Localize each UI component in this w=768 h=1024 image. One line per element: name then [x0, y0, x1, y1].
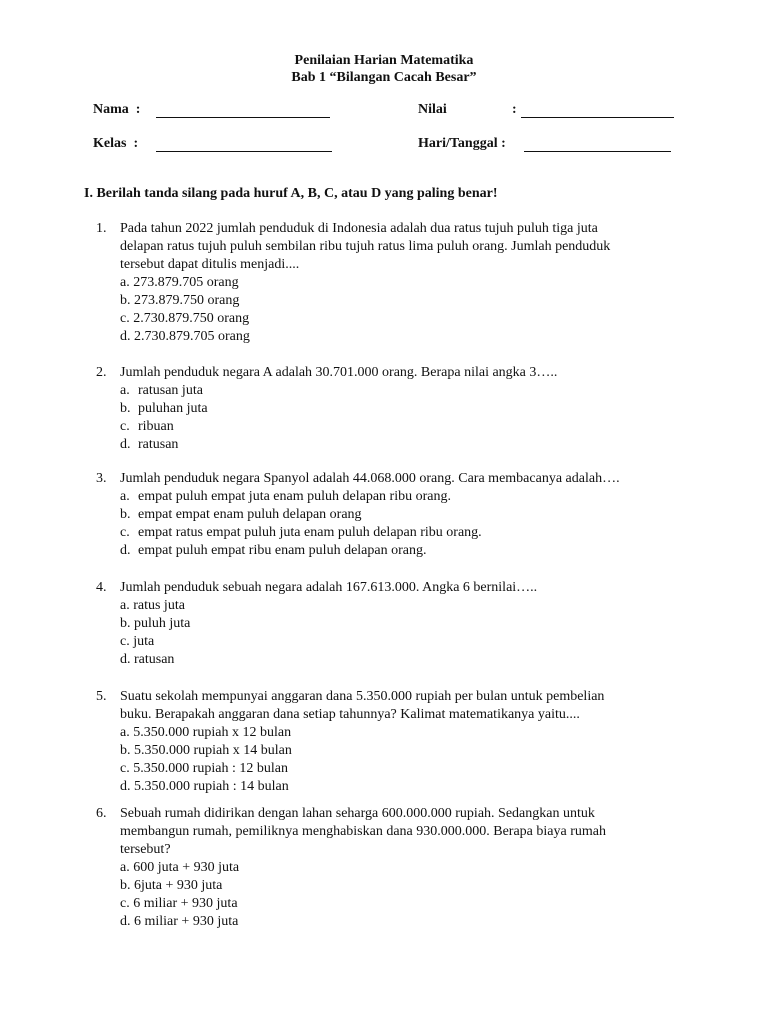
- option-a[interactable]: a. 5.350.000 rupiah x 12 bulan: [120, 725, 292, 740]
- option-b[interactable]: b. puluh juta: [120, 616, 191, 631]
- worksheet-title: Penilaian Harian Matematika: [294, 53, 474, 68]
- option-a[interactable]: a. ratus juta: [120, 598, 185, 613]
- section-instruction: I. Berilah tanda silang pada huruf A, B, C, atau D yang paling benar!: [84, 186, 498, 201]
- question-text-line: tersebut dapat ditulis menjadi....: [120, 257, 300, 272]
- option-d[interactable]: d. ratusan: [120, 652, 175, 667]
- option-letter: b.: [120, 507, 131, 522]
- question-number: 5.: [96, 689, 107, 704]
- option-c[interactable]: [120, 418, 680, 436]
- question-text-line: Sebuah rumah didirikan dengan lahan seharga 600.000.000 rupiah. Sedangkan untuk: [120, 806, 595, 821]
- nilai-colon: :: [512, 102, 517, 117]
- option-c[interactable]: c. juta: [120, 634, 155, 649]
- question-text-line: membangun rumah, pemiliknya menghabiskan dana 930.000.000. Berapa biaya rumah: [120, 824, 606, 839]
- question-number: 1.: [96, 221, 107, 236]
- option-b[interactable]: b. 6juta + 930 juta: [120, 878, 223, 893]
- option-b[interactable]: b. 273.879.750 orang: [120, 293, 240, 308]
- kelas-field-line[interactable]: [156, 151, 332, 152]
- nama-label: Nama :: [93, 102, 141, 117]
- option-a[interactable]: [120, 382, 680, 400]
- question-text-line: Suatu sekolah mempunyai anggaran dana 5.350.000 rupiah per bulan untuk pembelian: [120, 689, 605, 704]
- option-letter: c.: [120, 525, 130, 540]
- option-a[interactable]: a. 273.879.705 orang: [120, 275, 239, 290]
- question-text-line: Jumlah penduduk sebuah negara adalah 167.613.000. Angka 6 bernilai…..: [120, 580, 538, 595]
- hari-tanggal-field-line[interactable]: [524, 151, 671, 152]
- option-a[interactable]: a. 600 juta + 930 juta: [120, 860, 240, 875]
- option-letter: b.: [120, 401, 131, 416]
- nilai-field-line[interactable]: [521, 117, 674, 118]
- option-c[interactable]: [120, 524, 680, 542]
- question-number: 2.: [96, 365, 107, 380]
- option-text: puluhan juta: [138, 401, 208, 416]
- option-d[interactable]: d. 5.350.000 rupiah : 14 bulan: [120, 779, 289, 794]
- option-text: ratusan juta: [138, 383, 203, 398]
- option-letter: c.: [120, 419, 130, 434]
- option-a[interactable]: [120, 488, 680, 506]
- option-b[interactable]: b. 5.350.000 rupiah x 14 bulan: [120, 743, 292, 758]
- question-text-line: Jumlah penduduk negara A adalah 30.701.000 orang. Berapa nilai angka 3…..: [120, 365, 558, 380]
- question-text-line: Pada tahun 2022 jumlah penduduk di Indonesia adalah dua ratus tujuh puluh tiga juta: [120, 221, 598, 236]
- option-text: empat puluh empat juta enam puluh delapan ribu orang.: [138, 489, 451, 504]
- question-number: 4.: [96, 580, 107, 595]
- option-text: empat empat enam puluh delapan orang: [138, 507, 362, 522]
- option-d[interactable]: [120, 436, 680, 454]
- option-letter: a.: [120, 383, 130, 398]
- question-text-line: Jumlah penduduk negara Spanyol adalah 44.068.000 orang. Cara membacanya adalah….: [120, 471, 620, 486]
- option-letter: d.: [120, 543, 131, 558]
- option-letter: a.: [120, 489, 130, 504]
- option-text: ratusan: [138, 437, 179, 452]
- option-letter: d.: [120, 437, 131, 452]
- option-c[interactable]: c. 2.730.879.750 orang: [120, 311, 250, 326]
- option-text: empat ratus empat puluh juta enam puluh delapan ribu orang.: [138, 525, 482, 540]
- option-text: ribuan: [138, 419, 174, 434]
- option-d[interactable]: d. 6 miliar + 930 juta: [120, 914, 239, 929]
- question-number: 3.: [96, 471, 107, 486]
- option-b[interactable]: [120, 506, 680, 524]
- worksheet-subtitle: Bab 1 “Bilangan Cacah Besar”: [291, 70, 477, 85]
- option-c[interactable]: c. 6 miliar + 930 juta: [120, 896, 238, 911]
- option-d[interactable]: d. 2.730.879.705 orang: [120, 329, 250, 344]
- nama-field-line[interactable]: [156, 117, 330, 118]
- question-text-line: delapan ratus tujuh puluh sembilan ribu tujuh ratus lima puluh orang. Jumlah penduduk: [120, 239, 611, 254]
- nilai-label: Nilai: [418, 102, 447, 117]
- option-c[interactable]: c. 5.350.000 rupiah : 12 bulan: [120, 761, 288, 776]
- question-number: 6.: [96, 806, 107, 821]
- kelas-label: Kelas :: [93, 136, 139, 151]
- option-text: empat puluh empat ribu enam puluh delapan orang.: [138, 543, 427, 558]
- option-d[interactable]: [120, 542, 680, 560]
- question-text-line: buku. Berapakah anggaran dana setiap tahunnya? Kalimat matematikanya yaitu....: [120, 707, 580, 722]
- option-b[interactable]: [120, 400, 680, 418]
- question-text-line: tersebut?: [120, 842, 171, 857]
- hari-tanggal-label: Hari/Tanggal :: [418, 136, 506, 151]
